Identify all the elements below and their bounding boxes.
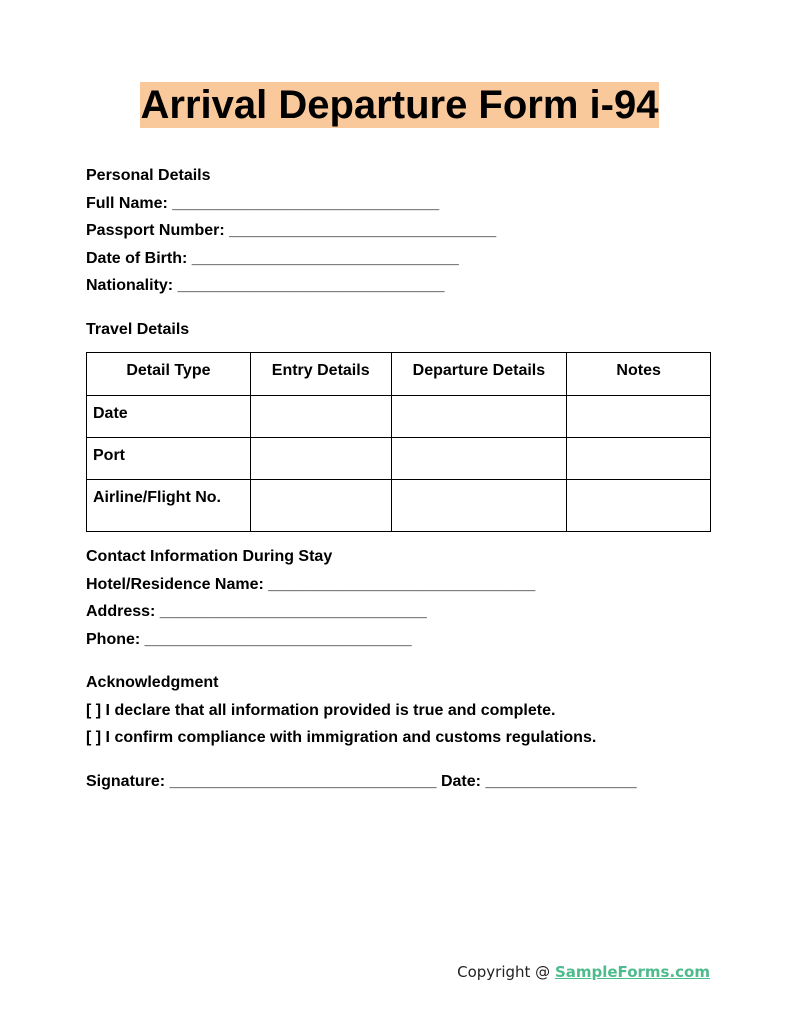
table-cell[interactable] [250,438,391,480]
sampleforms-link[interactable]: SampleForms.com [554,963,710,981]
acknowledgment-heading: Acknowledgment [86,674,219,691]
contact-info-heading: Contact Information During Stay [86,548,333,565]
travel-details-table [86,352,711,532]
table-cell[interactable] [567,396,711,438]
table-cell[interactable] [391,438,567,480]
table-cell[interactable] [567,480,711,532]
date-of-birth-field[interactable]: Date of Birth: ______________________________ [86,249,459,267]
address-field[interactable]: Address: ______________________________ [86,603,427,620]
passport-number-field[interactable]: Passport Number: ______________________________ [86,222,497,239]
row-label: Date [87,396,251,438]
table-row [87,480,711,532]
column-header: Detail Type [87,353,251,396]
personal-details-heading: Personal Details [86,167,211,184]
column-header: Departure Details [391,353,567,396]
nationality-field[interactable]: Nationality: ______________________________ [86,277,445,294]
row-label: Airline/Flight No. [87,480,251,532]
hotel-residence-field[interactable]: Hotel/Residence Name: ______________________________ [86,575,536,593]
table-row [87,438,711,480]
table-cell[interactable] [567,438,711,480]
phone-field[interactable]: Phone: ______________________________ [86,630,412,648]
table-cell[interactable] [250,480,391,532]
declare-true-checkbox[interactable]: [ ] I declare that all information provided is true and complete. [86,701,556,719]
row-label: Port [87,438,251,480]
table-row [87,396,711,438]
copyright-footer [457,963,710,981]
table-cell[interactable] [391,396,567,438]
page-title: Arrival Departure Form i-94 [140,83,659,127]
copyright-text: Copyright @ [457,963,555,981]
column-header: Notes [567,353,711,396]
signature-date-field[interactable]: Signature: ______________________________ Date: _________________ [86,772,637,790]
form-body [86,165,712,798]
table-cell[interactable] [391,480,567,532]
table-cell[interactable] [250,396,391,438]
table-header-row [87,353,711,396]
column-header: Entry Details [250,353,391,396]
travel-details-heading: Travel Details [86,320,190,338]
full-name-field[interactable]: Full Name: ______________________________ [86,194,440,212]
title-wrap [0,82,799,128]
confirm-compliance-checkbox[interactable]: [ ] I confirm compliance with immigration and customs regulations. [86,729,597,746]
